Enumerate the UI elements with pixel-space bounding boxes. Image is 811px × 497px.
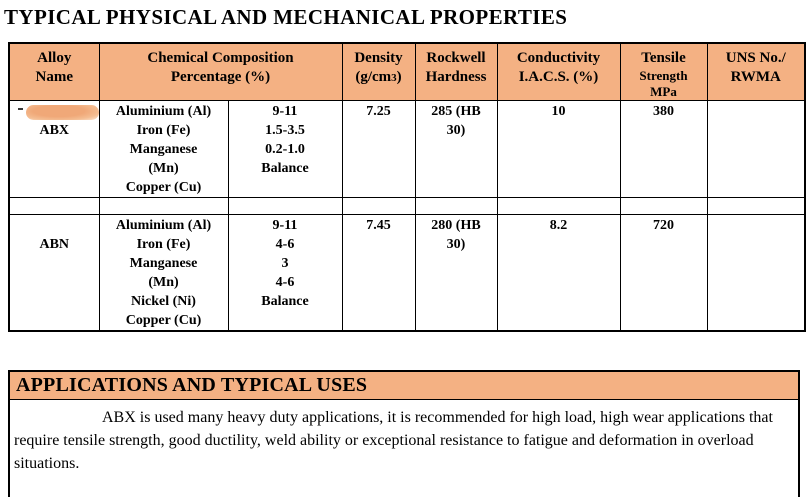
page-title: TYPICAL PHYSICAL AND MECHANICAL PROPERTIES (4, 5, 568, 29)
cell-density-abn (342, 215, 415, 332)
cell-conductivity-abx (497, 101, 620, 198)
blank-line (10, 216, 99, 235)
cell-percentages-abx (228, 101, 342, 198)
tensile-value: 720 (653, 218, 674, 233)
chemical-line: Manganese (129, 256, 198, 271)
empty-cell (99, 198, 228, 215)
cell-rockwell-abn (415, 215, 497, 332)
density-value: 7.45 (366, 218, 391, 233)
percentage-line: 9-11 (272, 218, 298, 233)
chemical-line: Iron (Fe) (136, 237, 191, 252)
header-line: I.A.C.S. (%) (518, 69, 599, 85)
redaction-area (10, 102, 99, 121)
header-line: Chemical Composition (147, 50, 294, 66)
percentage-line: 9-11 (272, 104, 298, 119)
density-unit-subscript: 3 (391, 72, 397, 84)
header-line: Percentage (%) (170, 69, 271, 85)
header-line: Conductivity (516, 50, 601, 66)
rockwell-line: 30) (446, 237, 466, 252)
cell-tensile-abn (620, 215, 707, 332)
percentage-line: 4-6 (275, 275, 295, 290)
rockwell-line: 30) (446, 123, 466, 138)
cell-tensile-abx (620, 101, 707, 198)
empty-cell (497, 198, 620, 215)
empty-cell (228, 198, 342, 215)
table-row-abx (9, 101, 805, 198)
rockwell-line: 285 (HB (431, 104, 481, 119)
redaction-tick-mark (18, 108, 23, 110)
percentage-line: Balance (261, 294, 309, 309)
applications-body: ABX is used many heavy duty applications, it is recommended for high load, high wear applications that require tensile strength, good ductility, weld ability or exceptional resistance to fatigue and deformation in overload situations. (14, 409, 773, 472)
applications-heading: APPLICATIONS AND TYPICAL USES (10, 372, 798, 400)
header-line: Hardness (425, 69, 487, 85)
header-line: Tensile (641, 50, 686, 66)
cell-uns-abx (707, 101, 805, 198)
conductivity-value: 8.2 (549, 218, 568, 233)
empty-cell (415, 198, 497, 215)
percentage-line: 4-6 (275, 237, 295, 252)
cell-rockwell-abx (415, 101, 497, 198)
cell-percentages-abn (228, 215, 342, 332)
header-line: Rockwell (426, 50, 486, 66)
chemical-line: (Mn) (148, 275, 179, 290)
rockwell-line: 280 (HB (431, 218, 481, 233)
empty-spacer-row (9, 198, 805, 215)
alloy-name: ABN (39, 237, 70, 252)
header-conductivity (497, 43, 620, 101)
header-chemical-composition (99, 43, 342, 101)
tensile-value: 380 (653, 104, 674, 119)
header-line: MPa (650, 84, 677, 99)
chemical-line: Aluminium (Al) (115, 104, 212, 119)
cell-density-abx (342, 101, 415, 198)
conductivity-value: 10 (551, 104, 566, 119)
chemical-line: (Mn) (148, 161, 179, 176)
header-density (342, 43, 415, 101)
chemical-line: Copper (Cu) (125, 180, 202, 195)
header-uns-rwma (707, 43, 805, 101)
alloy-name: ABX (39, 123, 70, 138)
header-rockwell-hardness (415, 43, 497, 101)
density-unit-close: ) (396, 69, 402, 85)
header-line (343, 68, 415, 88)
cell-chemicals-abx (99, 101, 228, 198)
cell-uns-abn (707, 215, 805, 332)
header-line: Name (35, 69, 73, 85)
header-alloy-name (9, 43, 99, 101)
properties-table (8, 42, 806, 332)
empty-cell (620, 198, 707, 215)
cell-alloy-abn (9, 215, 99, 332)
chemical-line: Manganese (129, 142, 198, 157)
applications-section (8, 370, 800, 497)
cell-conductivity-abn (497, 215, 620, 332)
chemical-line: Nickel (Ni) (131, 294, 196, 309)
percentage-line: Balance (261, 161, 309, 176)
header-line: UNS No./ (725, 50, 786, 66)
density-unit: (g/cm (355, 69, 392, 85)
chemical-line: Copper (Cu) (125, 313, 202, 328)
chemical-line: Iron (Fe) (136, 123, 191, 138)
density-value: 7.25 (366, 104, 391, 119)
empty-cell (342, 198, 415, 215)
header-line: Strength (639, 68, 688, 83)
table-row-abn (9, 215, 805, 332)
cell-alloy-abx (9, 101, 99, 198)
header-line: RWMA (730, 69, 781, 85)
empty-cell (707, 198, 805, 215)
redaction-blob (26, 105, 99, 120)
percentage-line: 1.5-3.5 (265, 123, 305, 138)
header-tensile-strength (620, 43, 707, 101)
header-line: Alloy (37, 50, 72, 66)
chemical-line: Aluminium (Al) (115, 218, 212, 233)
empty-cell (9, 198, 99, 215)
percentage-line: 0.2-1.0 (265, 142, 305, 157)
cell-chemicals-abn (99, 215, 228, 332)
header-line: Density (354, 50, 403, 66)
table-header-row (9, 43, 805, 101)
percentage-line: 3 (281, 256, 289, 271)
